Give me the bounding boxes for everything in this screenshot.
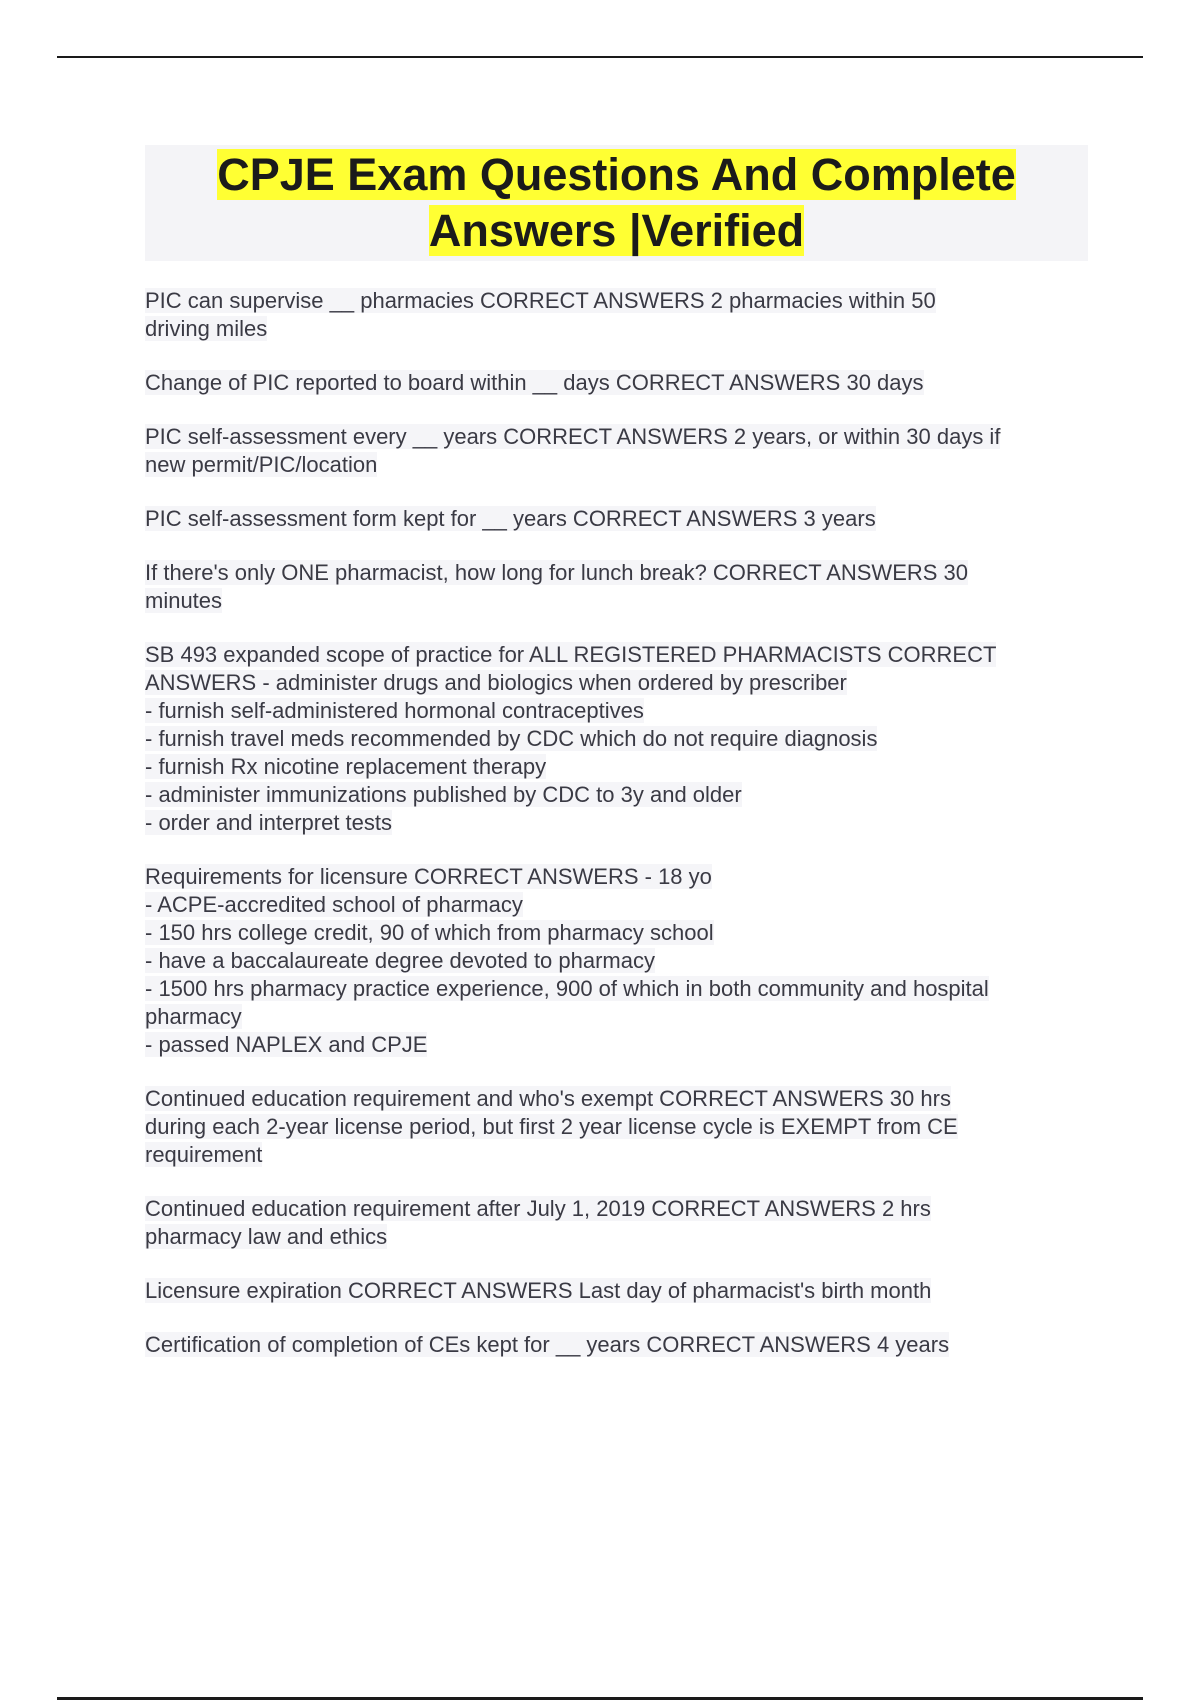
- qa-line: [145, 975, 1088, 1003]
- qa-line: [145, 505, 1088, 533]
- qa-line-text: SB 493 expanded scope of practice for ALL REGISTERED PHARMACISTS CORRECT: [145, 642, 997, 667]
- qa-line: [145, 641, 1088, 669]
- qa-line: [145, 947, 1088, 975]
- title-block: [145, 145, 1088, 261]
- qa-item: [145, 863, 1088, 1059]
- qa-line-text: If there's only ONE pharmacist, how long for lunch break? CORRECT ANSWERS 30: [145, 560, 969, 585]
- qa-line: [145, 863, 1088, 891]
- qa-line-text: minutes: [145, 588, 223, 613]
- qa-line-text: new permit/PIC/location: [145, 452, 378, 477]
- qa-line: [145, 1141, 1088, 1169]
- qa-line: [145, 919, 1088, 947]
- qa-line-text: Requirements for licensure CORRECT ANSWERS - 18 yo: [145, 864, 712, 889]
- qa-line-text: Continued education requirement and who's exempt CORRECT ANSWERS 30 hrs: [145, 1086, 951, 1111]
- qa-item: [145, 559, 1088, 615]
- qa-line-text: - have a baccalaureate degree devoted to pharmacy: [145, 948, 655, 973]
- qa-line: [145, 753, 1088, 781]
- qa-list: [145, 287, 1088, 1359]
- qa-line-text: - ACPE-accredited school of pharmacy: [145, 892, 523, 917]
- qa-item: [145, 1195, 1088, 1251]
- qa-line-text: PIC self-assessment form kept for __ years CORRECT ANSWERS 3 years: [145, 506, 876, 531]
- qa-line: [145, 1031, 1088, 1059]
- qa-line: [145, 781, 1088, 809]
- qa-line: [145, 697, 1088, 725]
- qa-line: [145, 1277, 1088, 1305]
- qa-line-text: driving miles: [145, 316, 268, 341]
- qa-line-text: - furnish Rx nicotine replacement therapy: [145, 754, 547, 779]
- qa-line-text: PIC self-assessment every __ years CORRECT ANSWERS 2 years, or within 30 days if: [145, 424, 1001, 449]
- qa-item: [145, 369, 1088, 397]
- document-title: [153, 147, 1080, 259]
- qa-line-text: - administer immunizations published by CDC to 3y and older: [145, 782, 742, 807]
- qa-line: [145, 315, 1088, 343]
- qa-line: [145, 287, 1088, 315]
- qa-line-text: during each 2-year license period, but first 2 year license cycle is EXEMPT from CE: [145, 1114, 958, 1139]
- qa-item: [145, 287, 1088, 343]
- qa-line: [145, 1195, 1088, 1223]
- qa-line: [145, 451, 1088, 479]
- qa-line-text: pharmacy law and ethics: [145, 1224, 388, 1249]
- qa-item: [145, 1277, 1088, 1305]
- title-line-2: Answers |Verified: [428, 205, 805, 256]
- qa-item: [145, 641, 1088, 837]
- qa-line-text: requirement: [145, 1142, 263, 1167]
- qa-line: [145, 559, 1088, 587]
- qa-item: [145, 1331, 1088, 1359]
- qa-line: [145, 587, 1088, 615]
- qa-line-text: Certification of completion of CEs kept for __ years CORRECT ANSWERS 4 years: [145, 1332, 950, 1357]
- qa-line: [145, 1113, 1088, 1141]
- qa-line-text: - furnish self-administered hormonal contraceptives: [145, 698, 644, 723]
- qa-line-text: Continued education requirement after July 1, 2019 CORRECT ANSWERS 2 hrs: [145, 1196, 931, 1221]
- qa-item: [145, 505, 1088, 533]
- qa-line: [145, 891, 1088, 919]
- qa-line-text: - furnish travel meds recommended by CDC which do not require diagnosis: [145, 726, 878, 751]
- qa-line: [145, 369, 1088, 397]
- qa-line: [145, 1331, 1088, 1359]
- qa-line: [145, 1003, 1088, 1031]
- title-line-1: CPJE Exam Questions And Complete: [217, 149, 1016, 200]
- qa-line-text: pharmacy: [145, 1004, 242, 1029]
- qa-line-text: Licensure expiration CORRECT ANSWERS Last day of pharmacist's birth month: [145, 1278, 932, 1303]
- qa-line-text: - 150 hrs college credit, 90 of which from pharmacy school: [145, 920, 714, 945]
- qa-line-text: - 1500 hrs pharmacy practice experience, 900 of which in both community and hospital: [145, 976, 989, 1001]
- qa-line-text: PIC can supervise __ pharmacies CORRECT ANSWERS 2 pharmacies within 50: [145, 288, 936, 313]
- qa-line: [145, 669, 1088, 697]
- qa-line: [145, 809, 1088, 837]
- qa-line: [145, 1085, 1088, 1113]
- document-body: [145, 145, 1088, 1385]
- qa-line-text: - passed NAPLEX and CPJE: [145, 1032, 428, 1057]
- qa-line: [145, 423, 1088, 451]
- top-rule: [57, 56, 1143, 58]
- qa-item: [145, 1085, 1088, 1169]
- qa-item: [145, 423, 1088, 479]
- qa-line-text: ANSWERS - administer drugs and biologics when ordered by prescriber: [145, 670, 847, 695]
- qa-line: [145, 1223, 1088, 1251]
- qa-line-text: Change of PIC reported to board within __ days CORRECT ANSWERS 30 days: [145, 370, 924, 395]
- qa-line: [145, 725, 1088, 753]
- qa-line-text: - order and interpret tests: [145, 810, 393, 835]
